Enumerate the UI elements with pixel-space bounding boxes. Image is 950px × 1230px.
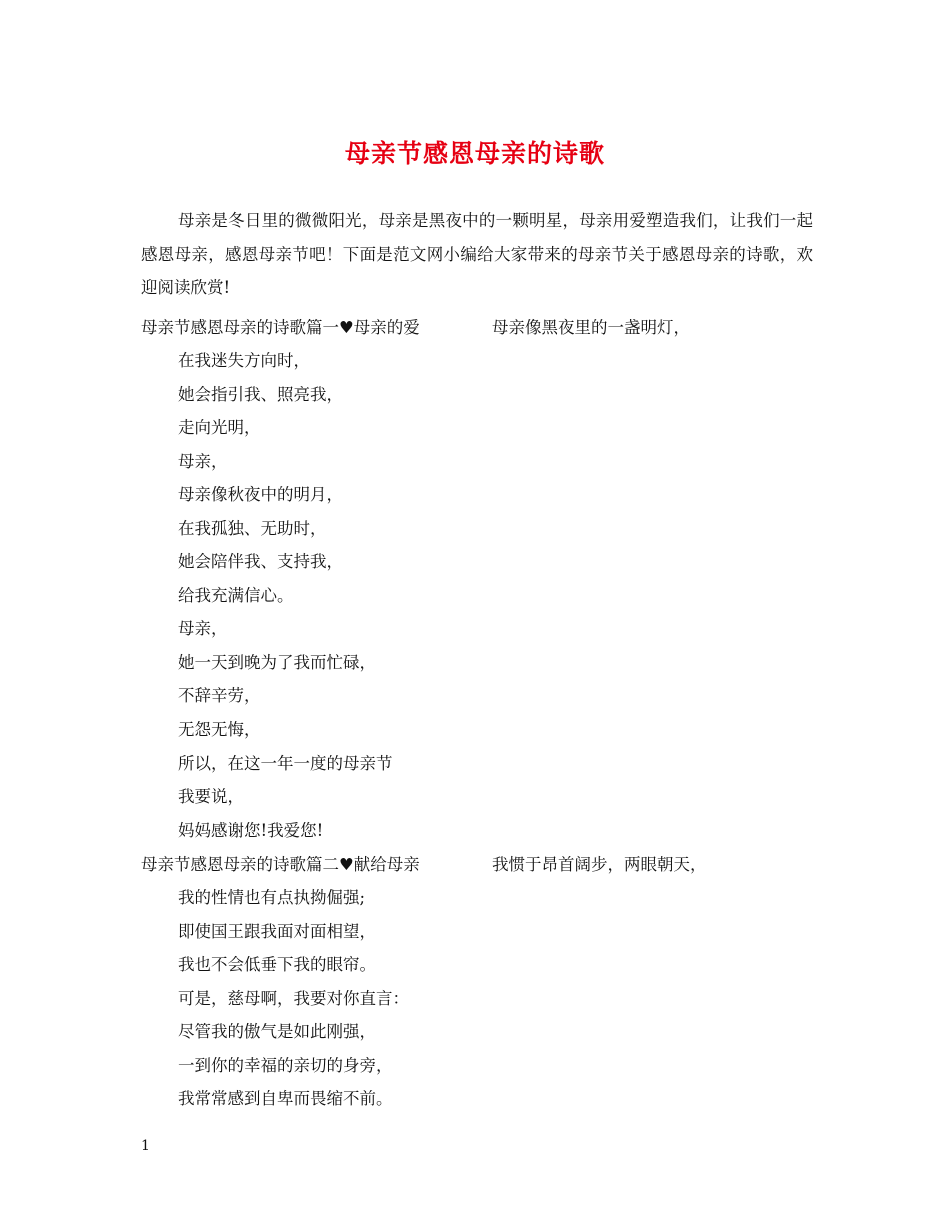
poem-line: 我要说， bbox=[178, 787, 244, 806]
poem-line: 妈妈感谢您!我爱您! bbox=[178, 821, 324, 840]
poem-line: 她会指引我、照亮我， bbox=[178, 385, 343, 404]
poem-line: 尽管我的傲气是如此刚强， bbox=[178, 1022, 376, 1041]
poem1-heading-row bbox=[141, 314, 690, 338]
poem1-first-line: 母亲像黑夜里的一盏明灯， bbox=[492, 318, 690, 337]
document-title: 母亲节感恩母亲的诗歌 bbox=[344, 139, 605, 168]
poem2-first-line: 我惯于昂首阔步，两眼朝天， bbox=[492, 855, 707, 874]
poem-line: 在我迷失方向时， bbox=[178, 351, 310, 370]
poem1-heading: 母亲节感恩母亲的诗歌篇一♥母亲的爱 bbox=[141, 318, 420, 337]
poem-line: 我常常感到自卑而畏缩不前。 bbox=[178, 1089, 393, 1108]
poem-line: 即使国王跟我面对面相望， bbox=[178, 922, 376, 941]
poem-line: 她会陪伴我、支持我， bbox=[178, 552, 343, 571]
poem-line: 母亲像秋夜中的明月， bbox=[178, 485, 343, 504]
intro-paragraph: 母亲是冬日里的微微阳光，母亲是黑夜中的一颗明星，母亲用爱塑造我们，让我们一起感恩母亲，感恩母亲节吧！下面是范文网小编给大家带来的母亲节关于感恩母亲的诗歌，欢迎阅读欣赏! bbox=[141, 211, 813, 297]
poem-line: 不辞辛劳， bbox=[178, 686, 261, 705]
poem-line: 我也不会低垂下我的眼帘。 bbox=[178, 955, 376, 974]
poem-line: 给我充满信心。 bbox=[178, 586, 294, 605]
poem2-heading-row bbox=[141, 851, 707, 875]
poem-line: 一到你的幸福的亲切的身旁， bbox=[178, 1056, 393, 1075]
poem-line: 母亲， bbox=[178, 452, 228, 471]
poem-line: 在我孤独、无助时， bbox=[178, 519, 327, 538]
poem-line: 她一天到晚为了我而忙碌， bbox=[178, 653, 376, 672]
poem-line: 母亲， bbox=[178, 619, 228, 638]
page-number: 1 bbox=[141, 1138, 150, 1154]
poem2-heading: 母亲节感恩母亲的诗歌篇二♥献给母亲 bbox=[141, 855, 420, 874]
poem-line: 走向光明， bbox=[178, 418, 261, 437]
poem-line: 无怨无悔， bbox=[178, 720, 261, 739]
poem-line: 可是，慈母啊，我要对你直言： bbox=[178, 989, 409, 1008]
poem-line: 所以，在这一年一度的母亲节 bbox=[178, 754, 393, 773]
poem-line: 我的性情也有点执拗倔强; bbox=[178, 888, 366, 907]
